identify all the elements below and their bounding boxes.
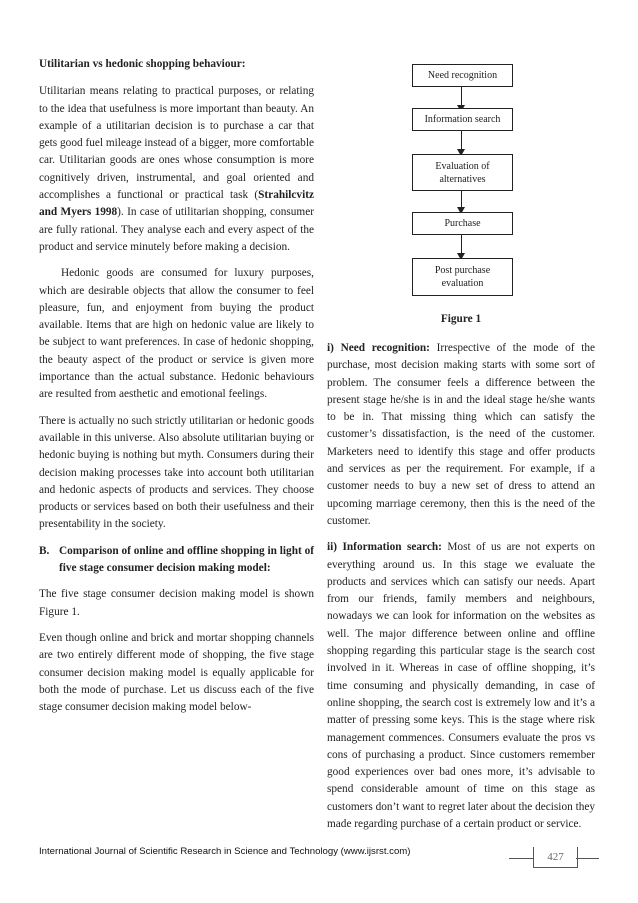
text: Utilitarian means relating to practical purposes, or relating to the idea that usefulness is more important than beauty. An example of a utilitarian decision is to purchase a car that gets good fuel mileage instead of a bigger, more comfortable car. Utilitarian goods are ones whose consumption is more cognitively driven, instrumental, and goal oriented and accomplishes a functional or practical task ( (39, 85, 314, 202)
paragraph-myth: There is actually no such strictly utilitarian or hedonic goods available in this universe. Also absolute utilitarian buying or hedonic buying is nothing but myth. Consumers during their decision making processes take into account both utilitarian and hedonic aspects of products and services. They choose products or services based on both their usefulness and their presentability in the society. (39, 414, 314, 531)
flow-arrow (461, 130, 462, 150)
section-b-heading (39, 543, 314, 578)
item-label: i) Need recognition: (327, 342, 430, 354)
paragraph-hedonic: Hedonic goods are consumed for luxury purposes, which are desirable objects that allow the consumer to feel pleasure, fun, and enjoyment from buying the product available. Items that are high on hedonic value are likely to be subject to want preferences. In case of hedonic shopping, the beauty aspect of the product or service is given more importance than the actual substance. Hedonic behaviours are resulted from aesthetic and emotional feelings. (39, 267, 314, 401)
paragraph-discussion: Even though online and brick and mortar shopping channels are two entirely different mode of shopping, the five stage consumer decision making model is equally applicable for both the mode of purchase. Let us discuss each of the five stage consumer decision making model below- (39, 631, 314, 714)
flow-box-information-search: Information search (412, 108, 513, 131)
section-heading: Utilitarian vs hedonic shopping behaviour: (39, 58, 246, 70)
flow-box-need-recognition: Need recognition (412, 64, 513, 87)
flow-arrow (461, 86, 462, 106)
paragraph-information-search (327, 539, 595, 833)
paragraph-utilitarian (39, 83, 314, 256)
citation: Strahilcvitz and Myers 1998 (39, 189, 314, 219)
section-label: B. (39, 544, 50, 557)
section-title: Comparison of online and offline shopping in light of five stage consumer decision making model: (59, 544, 314, 575)
right-column (327, 340, 595, 842)
text: ). In case of utilitarian shopping, consumer are fully rational. They analyse each and every aspect of the product and service minutely before making a decision. (39, 206, 314, 253)
flow-box-evaluation: Evaluation of alternatives (412, 154, 513, 191)
flow-box-post-purchase: Post purchase evaluation (412, 258, 513, 296)
text: Most of us are not experts on everything around us. In this stage we evaluate the products and services which can satisfy our needs. Apart from our friends, family members and neighbours, nowadays we can look for information on the websites as well. The major difference between online and offline shopping regarding this particular stage is the search cost involved in it. Whereas in case of offline shopping, it’s time consuming and physically demanding, in case of online shopping, the search cost is extremely low and it’s a matter of pressing some keys. This is the stage where risk management commences. Consumers evaluate the pros vs cons of purchasing a product. Since customers remember good experiences over bad ones more, it’s advisable to spend considerable amount of time on this stage as customers don’t want to regret later about the decision they made regarding purchase of a certain product or service. (327, 541, 596, 831)
footer-rule (576, 858, 599, 859)
item-label: ii) Information search: (327, 541, 442, 554)
footer-journal: International Journal of Scientific Research in Science and Technology (www.ijsrst.com) (39, 846, 411, 857)
text: Irrespective of the mode of the purchase, most decision making starts with some sort of problem. The consumer feels a difference between the present stage he/she is in and the ideal stage he/she wants to be in. That missing thing which can satisfy the customer’s dissatisfaction, is the need of the customer. Marketers need to identify this stage and offer products and services as per the requirement. For example, if a customer needs to buy a new set of dress to attend an upcoming marriage ceremony, then this is the need of the customer. (327, 342, 596, 527)
flow-box-purchase: Purchase (412, 212, 513, 235)
paragraph-model: The five stage consumer decision making model is shown Figure 1. (39, 588, 314, 618)
footer-rule (509, 858, 533, 859)
flow-arrow (461, 234, 462, 254)
page-number: 427 (533, 847, 578, 868)
paragraph-need-recognition (327, 340, 595, 530)
flow-arrow (461, 190, 462, 208)
figure-caption: Figure 1 (440, 313, 482, 325)
left-column (39, 56, 314, 725)
decision-flowchart (327, 56, 595, 326)
